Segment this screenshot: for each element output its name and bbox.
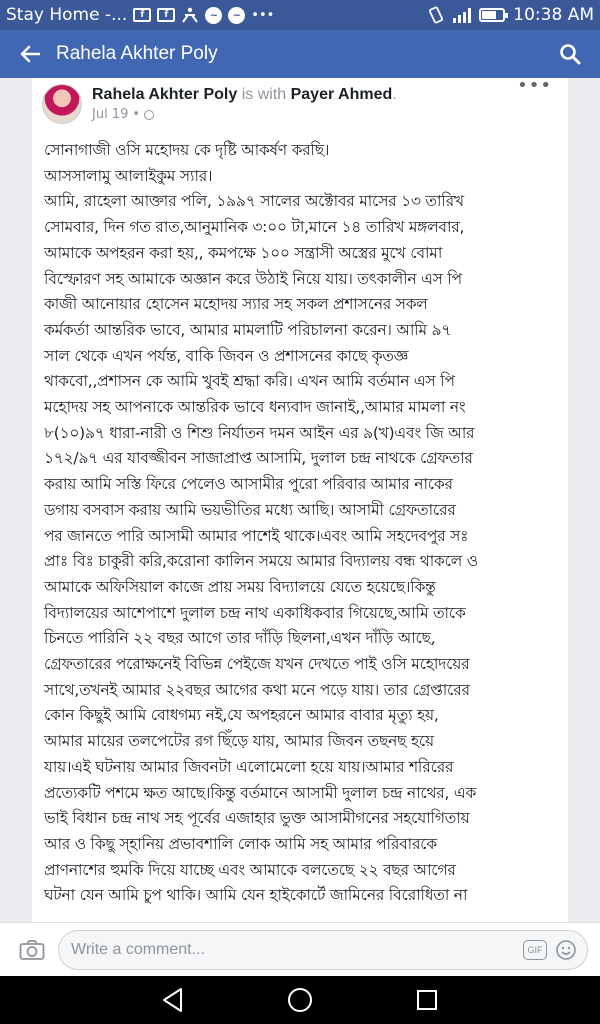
signal-icon [453,7,471,23]
post-text-line: পর জানতে পারি আসামী আমার পাশেই থাকে।এবং আমি সহদেবপুর সঃ [44,526,469,545]
post-text-line: আর ও কিছু স্হানিয় প্রভাবশালি লোক আমি সহ আমার পরিবারকে [44,834,437,853]
post-card [32,78,568,922]
post-text-line: আসসালামু আলাইকুম স্যার। [44,166,213,185]
post-text-line: আমাকে অপহরন করা হয়,, কমপক্ষে ১০০ সন্ত্রাসী অস্ত্রের মুখে বোমা [44,243,443,262]
post-text-line: প্রত্যেকটি পশমে ক্ষত আছে।কিন্তু বর্তমানে আসামী দুলাল চন্দ্র নাথের, এক [44,783,477,802]
author-name[interactable]: Rahela Akhter Poly [92,86,238,103]
post-text-line: চিনতে পারিনি ২২ বছর আগে তার দাঁড়ি ছিলনা,এখন দাঁড়ি আছে, [44,629,436,648]
post-text-line: প্রাঃ বিঃ চাকুরী করি,করোনা কালিন সময়ে আমার বিদ্যালয় বন্ধ থাকলে ও [44,552,478,571]
status-bar-left [6,5,274,25]
back-button[interactable] [12,36,48,72]
messenger-icon: ~ [228,7,245,24]
avatar[interactable] [42,84,82,124]
with-text: is with [241,86,287,103]
camera-button[interactable] [18,938,46,962]
facebook-icon: f [157,8,175,22]
post-text-line: আমি, রাহেলা আক্তার পলি, ১৯৯৭ সালের অক্টোবর মাসের ১৩ তারিখ [44,192,464,211]
more-dots-icon: ••• [517,78,552,96]
messenger-icon: ~ [205,7,222,24]
nav-back-button[interactable] [153,980,193,1020]
circle-home-icon [286,986,314,1014]
emoji-button[interactable] [555,939,577,961]
post-text-line: প্রাণনাশের হুমকি দিয়ে যাচ্ছে এবং আমাকে বলতেছে ২২ বছর আগের [44,860,456,879]
post-text-line: ভাই বিধান চন্দ্র নাথ সহ পূর্বের এজাহার ভুক্ত আসামীগনের সহযোগিতায় [44,809,470,828]
facebook-icon: f [133,8,151,22]
post-body [32,130,568,909]
post-text-line: আমাকে অফিসিয়াল কাজে প্রায় সময় বিদ্যালয়ে যেতে হয়েছে।কিন্তু [44,577,436,596]
post-text-line: বিদ্যালয়ের আশেপাশে দুলাল চন্দ্র নাথ একাধিকবার গিয়েছে,আমি তাকে [44,603,466,622]
nav-home-button[interactable] [280,980,320,1020]
square-recents-icon [415,988,439,1012]
post-text-line: ১৭২/৯৭ এর যাবজ্জীবন সাজাপ্রাপ্ত আসামি, দুলাল চন্দ্র নাথকে গ্রেফতার [44,449,473,468]
post-text-line: সাল থেকে এখন পর্যন্ত, বাকি জিবন ও প্রশাসনের কাছে কৃতজ্ঞ [44,346,409,365]
post-text-line: কাজী আনোয়ার হোসেন মহোদয় স্যার সহ সকল প্রশাসনের সকল [44,295,428,314]
battery-icon [479,8,505,22]
post-text-line: ৮(১০)৯৭ ধারা-নারী ও শিশু নির্যাতন দমন আইন এর ৯(খ)এবং জি আর [44,423,475,442]
page-title: Rahela Akhter Poly [56,43,218,64]
clock: 10:38 AM [513,5,594,25]
post-options-button[interactable] [517,78,552,94]
emoji-icon [555,939,577,961]
post-author-line: Rahela Akhter Poly is with Payer Ahmed. [92,86,397,103]
post-text-line: ঘটনা যেন আমি চুপ থাকি। আমি যেন হাইকোর্টে জামিনের বিরোধিতা না [44,886,468,905]
arrow-left-icon [20,45,40,63]
search-button[interactable] [552,36,588,72]
nav-recents-button[interactable] [407,980,447,1020]
date-separator: • [132,107,141,122]
globe-icon [144,110,154,120]
post-text-line: আমার মায়ের তলপেটের রগ ছিঁড়ে যায়, আমার জিবন তছনছ হয়ে [44,732,434,751]
post-text-line: সাথে,তখনই আমার ২২বছর আগের কথা মনে পড়ে যায়। তার গ্রেপ্তারের [44,680,470,699]
post-text-line: সোমবার, দিন গত রাত,আনুমানিক ৩:০০ টা,মানে ১৪ তারিখ মঙ্গলবার, [44,218,465,237]
tagged-name[interactable]: Payer Ahmed [290,86,393,103]
more-dots-icon: ••• [251,7,275,23]
comment-input[interactable] [71,941,523,959]
accessibility-icon [181,6,199,24]
post-text-line: কর্মকর্তা আন্তরিক ভাবে, আমার মামলাটি পরিচালনা করেন। আমি ৯৭ [44,320,452,339]
post-text-line: থাকবো,,প্রশাসন কে আমি খুবই শ্রদ্ধা করি। এখন আমি বর্তমান এস পি [44,372,455,391]
search-icon [559,43,581,65]
post-text-line: বিস্ফোরণ সহ আমাকে অজ্ঞান করে উঠাই নিয়ে যায়। তৎকালীন এস পি [44,269,462,288]
post-meta [92,86,397,122]
comment-bar [0,922,600,976]
camera-icon [19,939,45,961]
post-text-line: মহোদয় সহ আপনাকে আন্তরিক ভাবে ধন্যবাদ জানাই,,আমার মামলা নং [44,398,466,417]
post-text-line: গ্রেফতারের পরোক্ষনেই বিভিন্ন পেইজে যখন দেখতে পাই ওসি মহোদয়ের [44,655,470,674]
post-date[interactable]: Jul 19 [92,107,129,122]
status-bar-right [427,5,594,25]
post-date-line [92,107,397,122]
post-text-line: যায়।এই ঘটনায় আমার জিবনটা এলোমেলো হয়ে যায়।আমার শরিরের [44,757,454,776]
notification-text: Stay Home -... [6,5,128,25]
triangle-back-icon [161,987,185,1013]
status-bar [0,0,600,30]
post-text-line: ডগায় বসবাস করায় আমি ভয়ভীতির মধ্যে আছি। আসামী গ্রেফতারের [44,500,456,519]
app-bar [0,30,600,78]
system-nav-bar [0,976,600,1024]
post-header [32,78,568,130]
post-text-line: করায় আমি সস্তি ফিরে পেলেও আসামীর পুরো পরিবার আমার নাকের [44,475,453,494]
gif-button[interactable]: GIF [523,940,547,960]
comment-input-wrapper [58,930,588,970]
post-text-line: সোনাগাজী ওসি মহোদয় কে দৃষ্টি আকর্ষণ করছি। [44,141,330,159]
post-text-line: কোন কিছুই আমি বোধগম্য নই,যে অপহরনে আমার বাবার মৃত্যু হয়, [44,706,439,725]
vibrate-icon [427,6,445,24]
